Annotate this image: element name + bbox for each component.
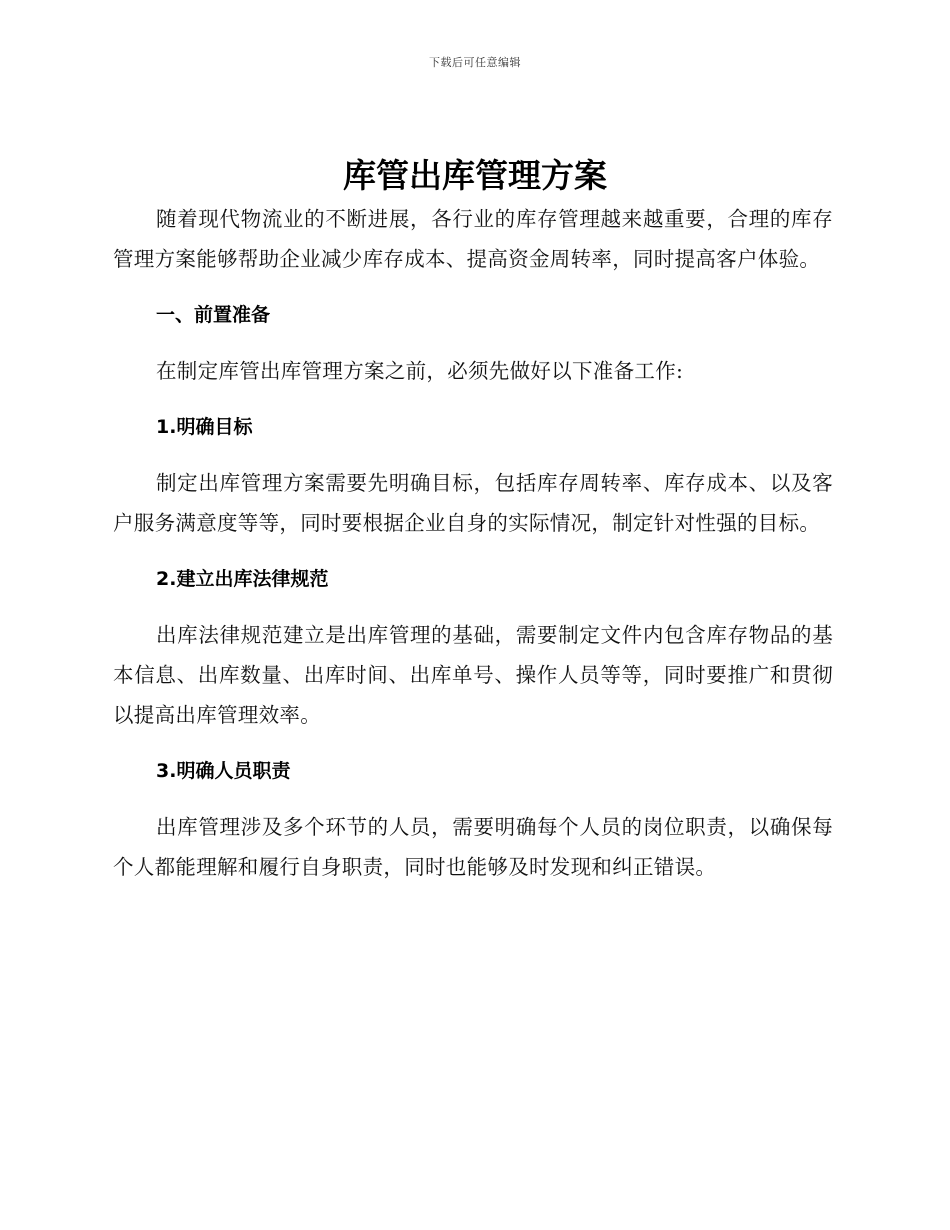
- paragraph-responsibilities: 出库管理涉及多个环节的人员，需要明确每个人员的岗位职责，以确保每个人都能理解和履行自身职责，同时也能够及时发现和纠正错误。: [113, 815, 833, 879]
- subheading-regulations: 2.建立出库法律规范: [156, 568, 329, 590]
- header-note: 下载后可任意编辑: [429, 56, 521, 69]
- subheading-responsibilities: 3.明确人员职责: [156, 760, 291, 782]
- document-body: [113, 199, 833, 887]
- subheading-goals: 1.明确目标: [156, 416, 253, 438]
- section-lead-paragraph: 在制定库管出库管理方案之前，必须先做好以下准备工作:: [156, 359, 684, 383]
- intro-paragraph: 随着现代物流业的不断进展，各行业的库存管理越来越重要，合理的库存管理方案能够帮助企业减少库存成本、提高资金周转率，同时提高客户体验。: [113, 207, 833, 271]
- paragraph-regulations: 出库法律规范建立是出库管理的基础，需要制定文件内包含库存物品的基本信息、出库数量、出库时间、出库单号、操作人员等等，同时要推广和贯彻以提高出库管理效率。: [113, 623, 833, 727]
- paragraph-goals: 制定出库管理方案需要先明确目标，包括库存周转率、库存成本、以及客户服务满意度等等，同时要根据企业自身的实际情况，制定针对性强的目标。: [113, 471, 833, 535]
- section-heading-prep: 一、前置准备: [156, 304, 271, 326]
- document-title: 库管出库管理方案: [343, 156, 607, 195]
